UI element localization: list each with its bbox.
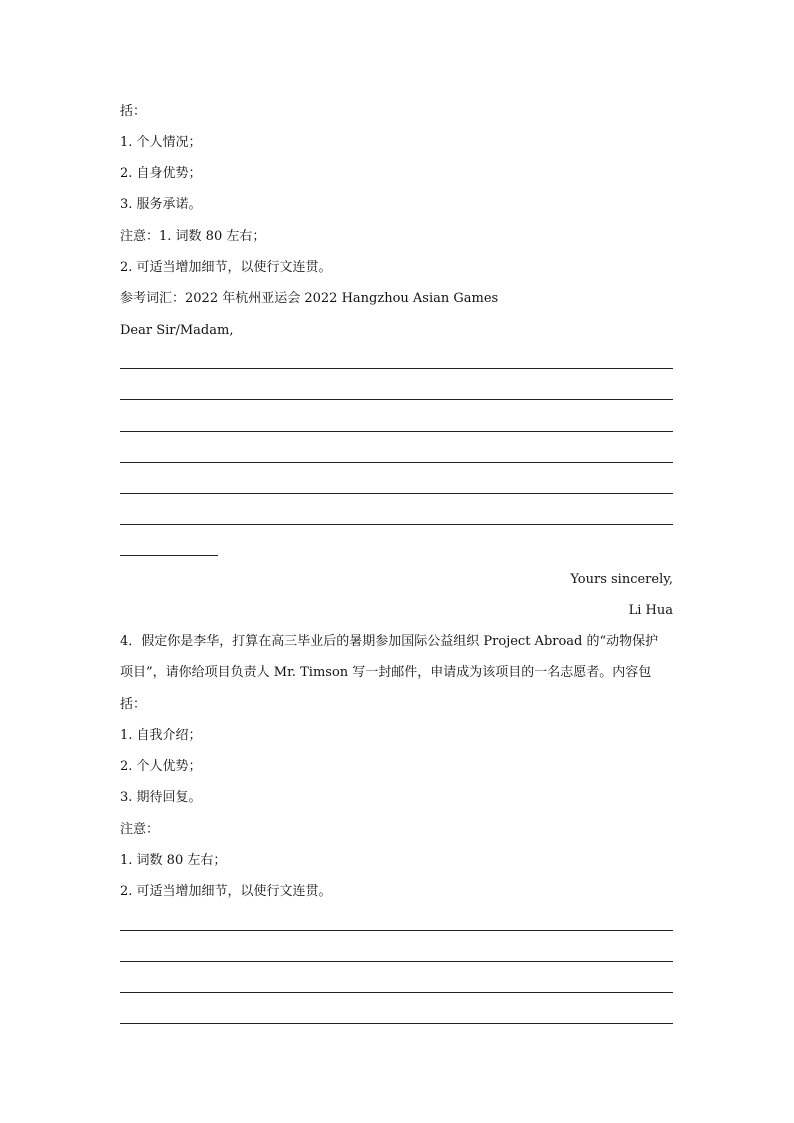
answer-line (120, 930, 673, 931)
q4-prompt-line-2: 项目”，请你给项目负责人 Mr. Timson 写一封邮件，申请成为该项目的一名志愿者。内容包 (120, 665, 652, 680)
q3-closing: Yours sincerely, (570, 572, 673, 587)
answer-line (120, 1023, 673, 1024)
q4-prompt-line-3: 括： (120, 697, 147, 712)
q4-prompt-line-1: 4．假定你是李华，打算在高三毕业后的暑期参加国际公益组织 Project Abroad 的“动物保护 (120, 634, 659, 649)
q4-item-3: 3. 期待回复。 (120, 790, 202, 805)
q3-note-1: 注意：1. 词数 80 左右； (120, 229, 266, 244)
q3-item-1: 1. 个人情况； (120, 135, 202, 150)
answer-line-short (120, 555, 218, 556)
q3-continuation: 括： (120, 104, 147, 119)
answer-line (120, 493, 673, 494)
answer-line (120, 524, 673, 525)
q4-note-1: 1. 词数 80 左右； (120, 853, 227, 868)
answer-line (120, 368, 673, 369)
answer-line (120, 961, 673, 962)
q3-salutation: Dear Sir/Madam, (120, 323, 234, 338)
answer-line (120, 399, 673, 400)
q3-vocab: 参考词汇：2022 年杭州亚运会 2022 Hangzhou Asian Games (120, 291, 499, 306)
q3-item-2: 2. 自身优势； (120, 166, 202, 181)
q4-item-1: 1. 自我介绍； (120, 728, 202, 743)
q3-item-3: 3. 服务承诺。 (120, 197, 202, 212)
q3-note-2: 2. 可适当增加细节，以使行文连贯。 (120, 260, 332, 275)
q4-note-2: 2. 可适当增加细节，以使行文连贯。 (120, 884, 332, 899)
answer-line (120, 431, 673, 432)
answer-line (120, 992, 673, 993)
q4-note-label: 注意： (120, 822, 160, 837)
q4-item-2: 2. 个人优势； (120, 759, 202, 774)
q3-signature: Li Hua (628, 603, 673, 618)
answer-line (120, 462, 673, 463)
